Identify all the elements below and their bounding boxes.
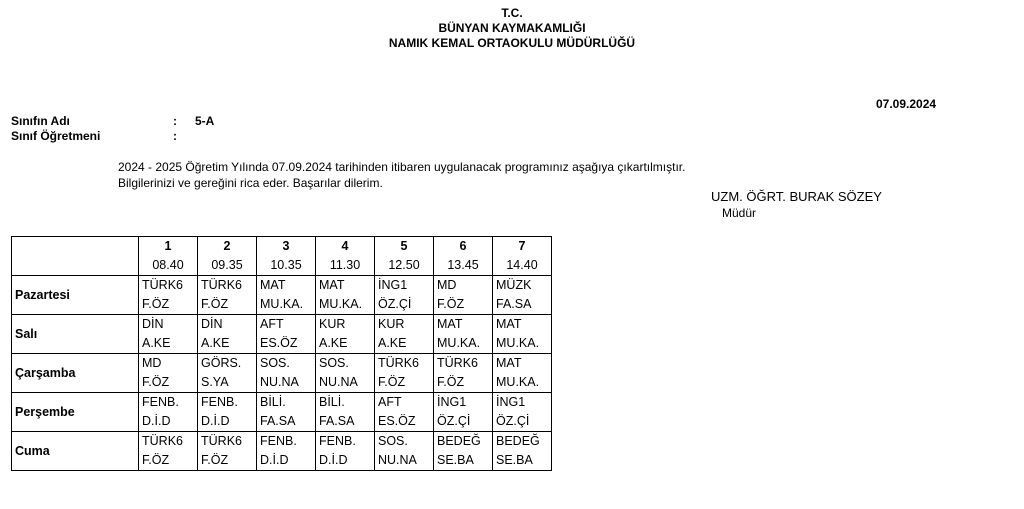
subject-cell: MAT xyxy=(257,276,316,296)
teacher-cell: ES.ÖZ xyxy=(375,412,434,432)
teacher-cell: MU.KA. xyxy=(316,295,375,315)
period-time: 08.40 xyxy=(139,256,198,276)
subject-cell: SOS. xyxy=(375,432,434,452)
corner-cell xyxy=(12,237,139,276)
subject-cell: İNG1 xyxy=(375,276,434,296)
subject-cell: FENB. xyxy=(139,393,198,413)
subject-cell: AFT xyxy=(257,315,316,335)
teacher-cell: F.ÖZ xyxy=(139,373,198,393)
subject-cell: BİLİ. xyxy=(316,393,375,413)
day-row-subject xyxy=(12,354,552,374)
teacher-cell: F.ÖZ xyxy=(375,373,434,393)
class-teacher-label: Sınıf Öğretmeni xyxy=(11,129,101,143)
class-teacher-colon: : xyxy=(173,129,177,143)
day-row-subject xyxy=(12,432,552,452)
subject-cell: DİN xyxy=(198,315,257,335)
subject-cell: BEDEĞ xyxy=(493,432,552,452)
subject-cell: MAT xyxy=(434,315,493,335)
period-time: 14.40 xyxy=(493,256,552,276)
period-number: 3 xyxy=(257,237,316,257)
teacher-cell: MU.KA. xyxy=(257,295,316,315)
subject-cell: FENB. xyxy=(257,432,316,452)
day-row-subject xyxy=(12,315,552,335)
teacher-cell: ÖZ.Çİ xyxy=(434,412,493,432)
subject-cell: KUR xyxy=(375,315,434,335)
day-name: Perşembe xyxy=(12,393,139,432)
subject-cell: BEDEĞ xyxy=(434,432,493,452)
signature-name: UZM. ÖĞRT. BURAK SÖZEY xyxy=(711,189,882,204)
teacher-cell: MU.KA. xyxy=(493,334,552,354)
subject-cell: İNG1 xyxy=(434,393,493,413)
class-name-value: 5-A xyxy=(195,114,215,128)
schedule-table xyxy=(11,236,552,471)
teacher-cell: A.KE xyxy=(139,334,198,354)
period-time: 13.45 xyxy=(434,256,493,276)
teacher-cell: SE.BA xyxy=(493,451,552,471)
teacher-cell: NU.NA xyxy=(316,373,375,393)
subject-cell: MD xyxy=(434,276,493,296)
body-text-line1: 2024 - 2025 Öğretim Yılında 07.09.2024 tarihinden itibaren uygulanacak programınız aşağıya çıkartılmıştır. xyxy=(118,160,686,174)
teacher-cell: FA.SA xyxy=(493,295,552,315)
day-name: Pazartesi xyxy=(12,276,139,315)
day-row-subject xyxy=(12,393,552,413)
header-kaymakamlik: BÜNYAN KAYMAKAMLIĞI xyxy=(438,21,586,35)
subject-cell: SOS. xyxy=(257,354,316,374)
teacher-cell: FA.SA xyxy=(257,412,316,432)
subject-cell: FENB. xyxy=(316,432,375,452)
teacher-cell: F.ÖZ xyxy=(139,451,198,471)
class-name-colon: : xyxy=(173,114,177,128)
period-time: 09.35 xyxy=(198,256,257,276)
document-date: 07.09.2024 xyxy=(876,97,937,111)
subject-cell: TÜRK6 xyxy=(139,432,198,452)
teacher-cell: F.ÖZ xyxy=(198,451,257,471)
subject-cell: TÜRK6 xyxy=(198,276,257,296)
class-name-label: Sınıfın Adı xyxy=(11,114,70,128)
subject-cell: SOS. xyxy=(316,354,375,374)
teacher-cell: S.YA xyxy=(198,373,257,393)
day-name: Salı xyxy=(12,315,139,354)
subject-cell: İNG1 xyxy=(493,393,552,413)
subject-cell: TÜRK6 xyxy=(198,432,257,452)
subject-cell: KUR xyxy=(316,315,375,335)
subject-cell: TÜRK6 xyxy=(139,276,198,296)
teacher-cell: D.İ.D xyxy=(257,451,316,471)
teacher-cell: NU.NA xyxy=(257,373,316,393)
subject-cell: MAT xyxy=(493,354,552,374)
teacher-cell: A.KE xyxy=(375,334,434,354)
period-time: 12.50 xyxy=(375,256,434,276)
teacher-cell: FA.SA xyxy=(316,412,375,432)
signature-title: Müdür xyxy=(722,206,757,220)
teacher-cell: A.KE xyxy=(198,334,257,354)
subject-cell: MAT xyxy=(493,315,552,335)
subject-cell: TÜRK6 xyxy=(434,354,493,374)
teacher-cell: SE.BA xyxy=(434,451,493,471)
teacher-cell: F.ÖZ xyxy=(139,295,198,315)
period-number: 5 xyxy=(375,237,434,257)
teacher-cell: NU.NA xyxy=(375,451,434,471)
teacher-cell: A.KE xyxy=(316,334,375,354)
teacher-cell: ÖZ.Çİ xyxy=(375,295,434,315)
subject-cell: GÖRS. xyxy=(198,354,257,374)
teacher-cell: F.ÖZ xyxy=(434,373,493,393)
teacher-cell: MU.KA. xyxy=(434,334,493,354)
period-number: 1 xyxy=(139,237,198,257)
teacher-cell: MU.KA. xyxy=(493,373,552,393)
day-name: Çarşamba xyxy=(12,354,139,393)
period-time: 10.35 xyxy=(257,256,316,276)
subject-cell: MAT xyxy=(316,276,375,296)
period-number-row xyxy=(12,237,552,257)
teacher-cell: D.İ.D xyxy=(139,412,198,432)
subject-cell: MÜZK xyxy=(493,276,552,296)
day-row-subject xyxy=(12,276,552,296)
subject-cell: TÜRK6 xyxy=(375,354,434,374)
subject-cell: BİLİ. xyxy=(257,393,316,413)
teacher-cell: F.ÖZ xyxy=(434,295,493,315)
header-school: NAMIK KEMAL ORTAOKULU MÜDÜRLÜĞÜ xyxy=(388,36,636,50)
subject-cell: AFT xyxy=(375,393,434,413)
day-name: Cuma xyxy=(12,432,139,471)
period-number: 6 xyxy=(434,237,493,257)
teacher-cell: D.İ.D xyxy=(198,412,257,432)
subject-cell: FENB. xyxy=(198,393,257,413)
period-number: 7 xyxy=(493,237,552,257)
period-number: 4 xyxy=(316,237,375,257)
body-text-line2: Bilgilerinizi ve gereğini rica eder. Başarılar dilerim. xyxy=(118,176,383,190)
period-time: 11.30 xyxy=(316,256,375,276)
teacher-cell: F.ÖZ xyxy=(198,295,257,315)
subject-cell: DİN xyxy=(139,315,198,335)
header-tc: T.C. xyxy=(501,6,523,20)
teacher-cell: ÖZ.Çİ xyxy=(493,412,552,432)
teacher-cell: D.İ.D xyxy=(316,451,375,471)
subject-cell: MD xyxy=(139,354,198,374)
teacher-cell: ES.ÖZ xyxy=(257,334,316,354)
period-number: 2 xyxy=(198,237,257,257)
